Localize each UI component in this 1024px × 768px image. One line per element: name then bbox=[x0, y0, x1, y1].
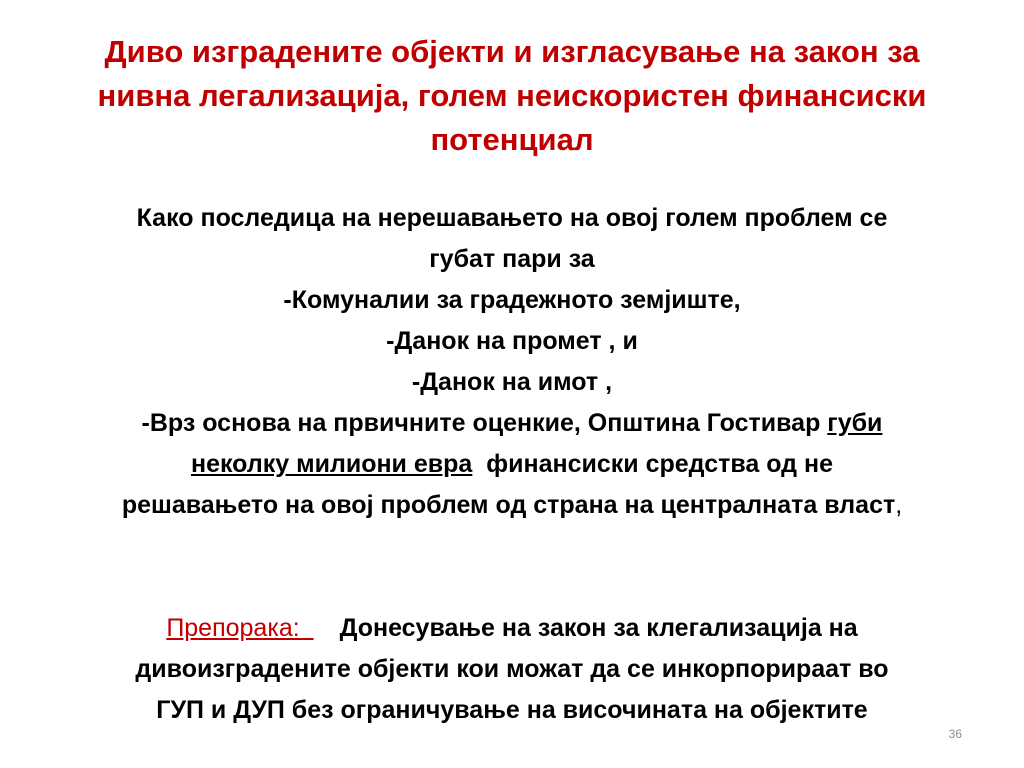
title-line-1: Диво изградените објекти и изгласување на закон за bbox=[104, 34, 920, 69]
recommendation-line-3: ГУП и ДУП без ограничување на височината на објектите bbox=[156, 696, 868, 724]
body-line-6 bbox=[36, 403, 988, 444]
body-line-8 bbox=[36, 485, 988, 526]
title-line-2: нивна легализација, голем неискористен финансиски bbox=[97, 78, 927, 113]
body-line-5: -Данок на имот , bbox=[411, 368, 613, 396]
title-line-3: потенциал bbox=[430, 122, 594, 157]
body-line-8-comma: , bbox=[895, 491, 903, 519]
recommendation-label: Препорака: bbox=[166, 614, 314, 642]
recommendation bbox=[36, 608, 988, 731]
recommendation-line-1 bbox=[36, 608, 988, 649]
loss-highlight-1: губи bbox=[827, 409, 883, 437]
body-line-6-text: -Врз основа на првичните оценкие, Општина Гостивар bbox=[141, 409, 828, 437]
body-line-4: -Данок на промет , и bbox=[386, 327, 638, 355]
slide-body bbox=[36, 198, 988, 526]
body-line-8-text: решавањето на овој проблем од страна на централната власт bbox=[121, 491, 896, 519]
recommendation-text-1: Донесување на закон за клегализација на bbox=[339, 614, 858, 642]
page-number: 36 bbox=[948, 727, 962, 741]
body-line-7-text: финансиски средства од не bbox=[472, 450, 833, 478]
body-line-1: Како последица на нерешавањето на овој голем проблем се bbox=[136, 204, 888, 232]
body-line-2: губат пари за bbox=[429, 245, 595, 273]
body-line-7 bbox=[36, 444, 988, 485]
body-line-3: -Комуналии за градежното земјиште, bbox=[283, 286, 741, 314]
recommendation-line-2: дивоизградените објекти кои можат да се инкорпорираат во bbox=[135, 655, 889, 683]
loss-highlight-2: неколку милиони евра bbox=[191, 450, 473, 478]
slide-title bbox=[40, 30, 984, 162]
